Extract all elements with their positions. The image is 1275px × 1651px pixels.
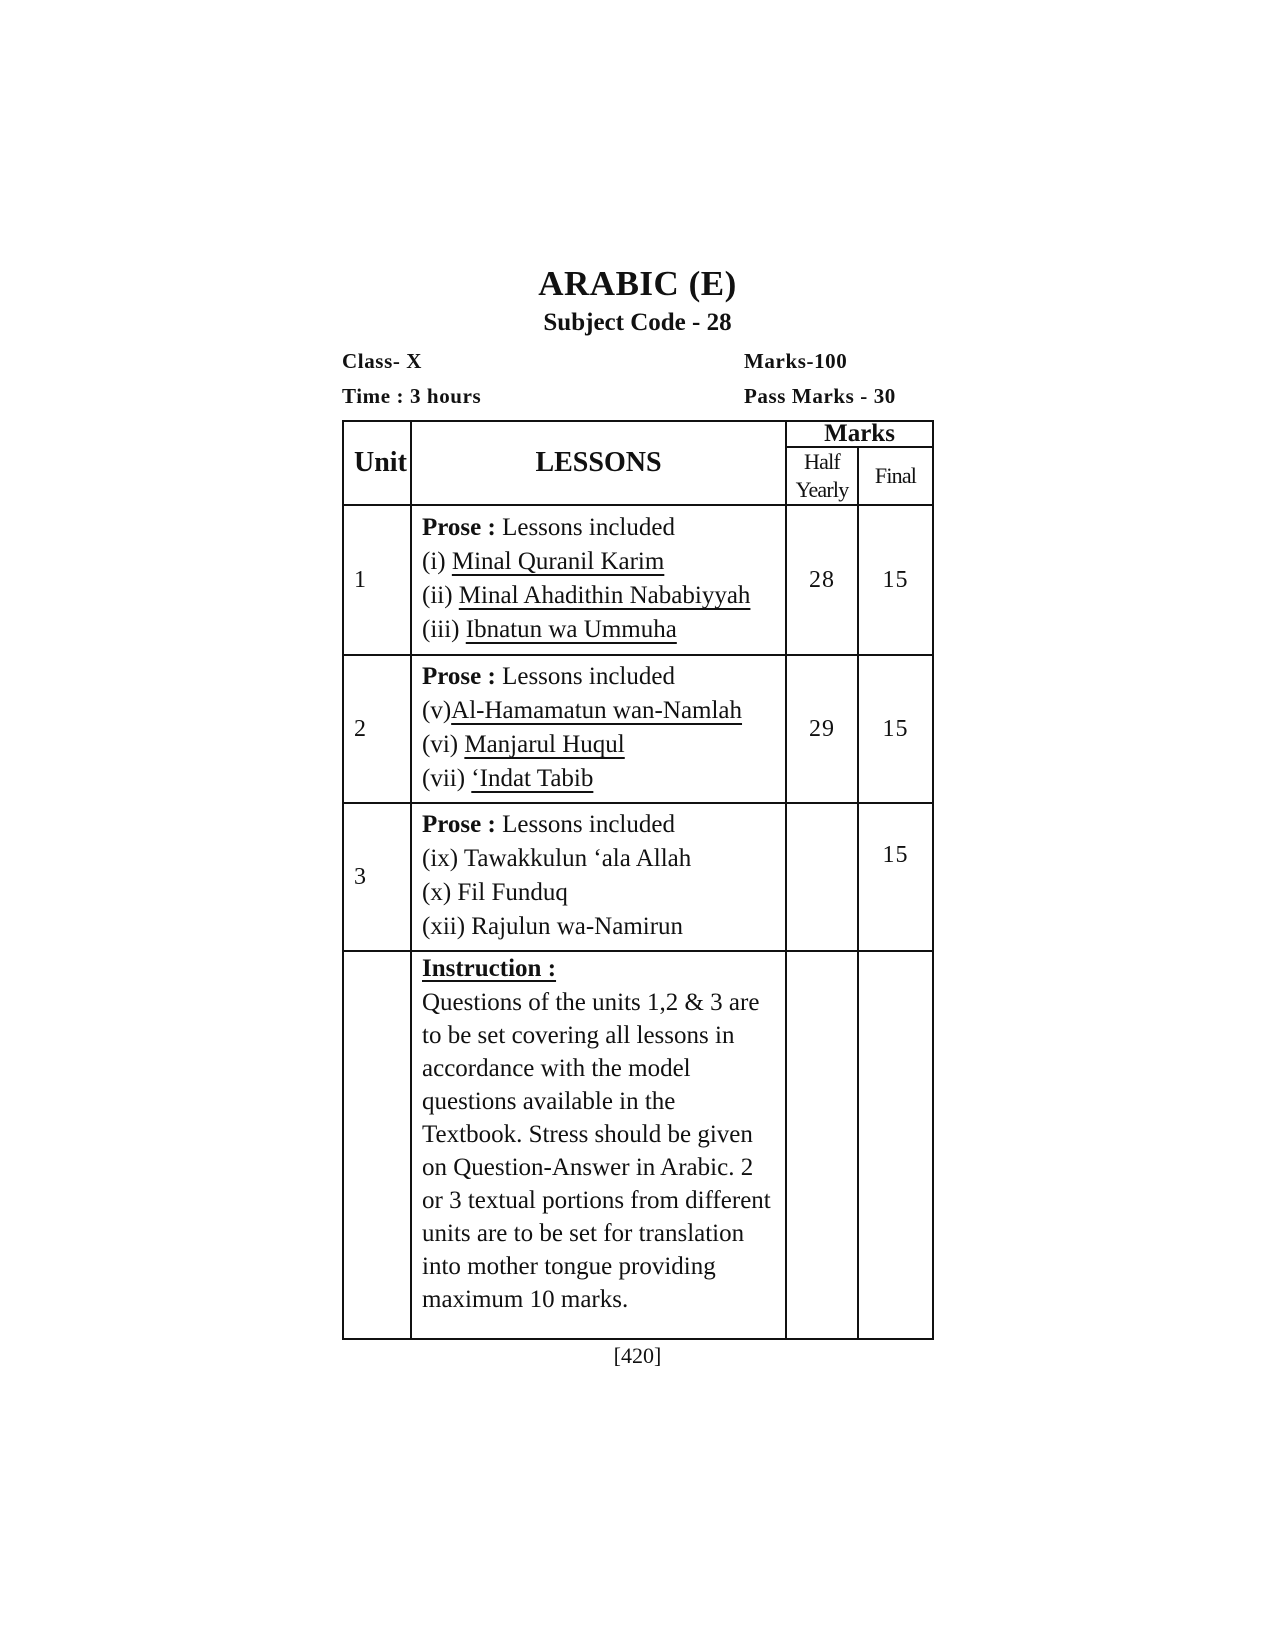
pass-marks-label: Pass Marks - 30: [744, 384, 896, 408]
lessons-intro: Lessons included: [495, 811, 675, 838]
lesson-name: Minal Quranil Karim: [451, 548, 665, 575]
document-title: ARABIC (E): [538, 264, 737, 303]
lesson-number: (ix): [422, 845, 464, 872]
instruction-row: [343, 951, 933, 1339]
half-yearly-marks: [786, 803, 858, 951]
unit-number: 2: [343, 655, 411, 803]
instruction-cell: [411, 951, 786, 1339]
half-yearly-marks: 29: [786, 655, 858, 803]
prose-line: [422, 511, 785, 545]
lesson-name: Manjarul Huqul: [464, 731, 625, 758]
header-row: [343, 421, 933, 447]
lesson-item: [422, 545, 785, 579]
lesson-item: [422, 694, 785, 728]
lesson-number: (i): [422, 548, 452, 575]
lessons-header: LESSONS: [411, 421, 786, 505]
class-label: Class- X: [342, 349, 423, 373]
total-marks-label: Marks-100: [744, 349, 848, 373]
half-yearly-marks: 28: [786, 505, 858, 655]
lesson-name: Minal Ahadithin Nababiyyah: [458, 582, 751, 609]
subject-code: Subject Code - 28: [543, 309, 732, 336]
final-header: Final: [858, 447, 933, 505]
lesson-item: [422, 579, 785, 613]
instruction-heading: Instruction :: [422, 955, 557, 982]
lesson-name: Al-Hamamatun wan-Namlah: [451, 697, 743, 724]
table-row: [343, 655, 933, 803]
instruction-text: Questions of the units 1,2 & 3 are to be set covering all lessons in accordance with the model questions available in the Textbook. Stress should be given on Question-Answer in Arabic. 2 or 3 textual portions from different units are to be set for translation into mother tongue providing maximum 10 marks.: [422, 989, 771, 1313]
lesson-name: Rajulun wa-Namirun: [471, 913, 684, 940]
lesson-number: (v): [422, 697, 452, 724]
syllabus-table: [342, 420, 934, 1340]
lesson-number: (xii): [422, 913, 472, 940]
lesson-name: Fil Funduq: [457, 879, 568, 906]
lesson-item: [422, 728, 785, 762]
lesson-item: [422, 910, 785, 944]
lessons-cell: [411, 655, 786, 803]
lessons-cell: [411, 505, 786, 655]
marks-header: Marks: [786, 421, 933, 447]
final-marks: 15: [858, 505, 933, 655]
prose-label: Prose :: [422, 514, 496, 541]
table-row: [343, 505, 933, 655]
lesson-name: ‘Indat Tabib: [471, 765, 594, 792]
lesson-item: [422, 762, 785, 796]
lesson-number: (iii): [422, 616, 466, 643]
final-marks: 15: [858, 655, 933, 803]
lesson-name: Tawakkulun ‘ala Allah: [463, 845, 692, 872]
lesson-item: [422, 842, 785, 876]
lesson-number: (ii): [422, 582, 459, 609]
table-row: [343, 803, 933, 951]
unit-number: 1: [343, 505, 411, 655]
lessons-intro: Lessons included: [495, 663, 675, 690]
lesson-item: [422, 613, 785, 647]
unit-header: Unit: [343, 421, 411, 505]
empty-unit-cell: [343, 951, 411, 1339]
prose-line: [422, 660, 785, 694]
prose-line: [422, 808, 785, 842]
unit-number: 3: [343, 803, 411, 951]
empty-final-cell: [858, 951, 933, 1339]
page-number: [420]: [613, 1343, 662, 1368]
lessons-cell: [411, 803, 786, 951]
half-yearly-header: Half Yearly: [786, 447, 858, 505]
lesson-item: [422, 876, 785, 910]
lesson-name: Ibnatun wa Ummuha: [465, 616, 677, 643]
lesson-number: (x): [422, 879, 458, 906]
prose-label: Prose :: [422, 811, 496, 838]
prose-label: Prose :: [422, 663, 496, 690]
lesson-number: (vii): [422, 765, 472, 792]
final-marks: 15: [858, 803, 933, 951]
lesson-number: (vi): [422, 731, 465, 758]
time-label: Time : 3 hours: [342, 384, 482, 408]
instruction-heading-line: [422, 952, 785, 986]
lessons-intro: Lessons included: [495, 514, 675, 541]
empty-half-yearly-cell: [786, 951, 858, 1339]
